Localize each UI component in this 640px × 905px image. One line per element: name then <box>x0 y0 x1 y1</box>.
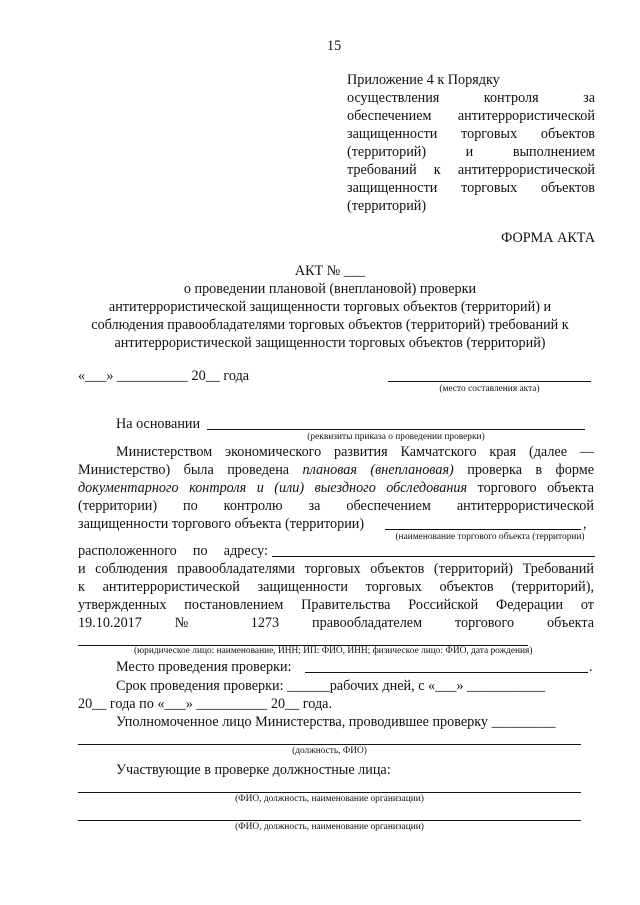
inspection-place-line[interactable] <box>305 672 588 673</box>
form-label: ФОРМА АКТА <box>501 230 595 246</box>
object-field-line[interactable] <box>385 529 581 530</box>
p1-italic-doc: документарного контроля <box>78 480 247 496</box>
inspection-period-line-2[interactable]: 20__ года по «___» __________ 20__ года. <box>78 696 333 712</box>
p2-line-4: 19.10.2017 № 1273 правообладателем торгового объекта <box>78 615 594 631</box>
p2-line-2: к антитеррористической защищенности торговых объектов (территорий), <box>78 579 594 595</box>
p1-line-4: (территории) по контролю за обеспечением антитеррористической <box>78 498 594 514</box>
page-number: 15 <box>327 38 342 54</box>
appendix-line-4: защищенности торговых объектов <box>347 126 595 142</box>
basis-caption: (реквизиты приказа о проведении проверки) <box>307 432 485 442</box>
p1-line-1: Министерством экономического развития Камчатского края (далее — <box>116 444 594 460</box>
act-subtitle-2: антитеррористической защищенности торговых объектов (территорий) и <box>108 299 552 315</box>
p1-italic-planned: плановая (внеплановая) <box>302 462 454 478</box>
inspection-place-label: Место проведения проверки: <box>116 659 292 675</box>
official-caption: (должность, ФИО) <box>292 746 367 756</box>
p1-comma: , <box>583 516 587 532</box>
participants-label: Участвующие в проверке должностные лица: <box>116 762 391 778</box>
appendix-line-8: (территорий) <box>347 198 427 214</box>
p2-line-3: утвержденных постановлением Правительства Российской Федерации от <box>78 597 594 613</box>
p1-italic-field: выездного обследования <box>314 480 468 496</box>
appendix-line-7: защищенности торговых объектов <box>347 180 595 196</box>
place-caption: (место составления акта) <box>439 384 540 394</box>
address-field-line[interactable] <box>272 556 595 557</box>
appendix-line-2: осуществления контроля за <box>347 90 595 106</box>
inspection-place-period: . <box>589 659 593 675</box>
p1-line-2: Министерство) была проведена плановая (внеплановая) проверка в форме <box>78 462 594 478</box>
basis-field-line[interactable] <box>207 429 585 430</box>
act-title: АКТ № ___ <box>294 263 366 279</box>
p1-line-5: защищенности торгового объекта (территории) <box>78 516 365 532</box>
participant-field-line-2[interactable] <box>78 820 581 821</box>
p1-line-3: документарного контроля и (или) выездного обследования торгового объекта <box>78 480 595 496</box>
appendix-line-6: требований к антитеррористической <box>347 162 595 178</box>
address-label: расположенного по адресу: <box>78 543 268 559</box>
official-field-line[interactable] <box>78 744 581 745</box>
participant-caption-1: (ФИО, должность, наименование организации) <box>235 794 424 804</box>
act-date-field[interactable]: «___» __________ 20__ года <box>78 368 250 384</box>
act-subtitle-3: соблюдения правообладателями торговых объектов (территорий) требований к <box>91 317 569 333</box>
act-subtitle-1: о проведении плановой (внеплановой) проверки <box>183 281 477 297</box>
owner-caption: (юридическое лицо: наименование, ИНН; ИП: ФИО, ИНН; физическое лицо: ФИО, дата рождения) <box>134 646 533 656</box>
object-caption: (наименование торгового объекта (территории) <box>395 532 585 542</box>
appendix-line-3: обеспечением антитеррористической <box>347 108 595 124</box>
participant-caption-2: (ФИО, должность, наименование организации) <box>235 822 424 832</box>
basis-label: На основании <box>116 416 201 432</box>
p2-line-1: и соблюдения правообладателями торговых объектов (территорий) Требований <box>78 561 594 577</box>
participant-field-line-1[interactable] <box>78 792 581 793</box>
appendix-line-1: Приложение 4 к Порядку <box>347 72 500 88</box>
official-label: Уполномоченное лицо Министерства, проводившее проверку _________ <box>116 714 556 730</box>
place-field-line[interactable] <box>388 381 591 382</box>
inspection-period-line-1[interactable]: Срок проведения проверки: ______рабочих дней, с «___» ___________ <box>116 678 546 694</box>
act-subtitle-4: антитеррористической защищенности торговых объектов (территорий) <box>114 335 546 351</box>
appendix-line-5: (территорий) и выполнением <box>347 144 595 160</box>
